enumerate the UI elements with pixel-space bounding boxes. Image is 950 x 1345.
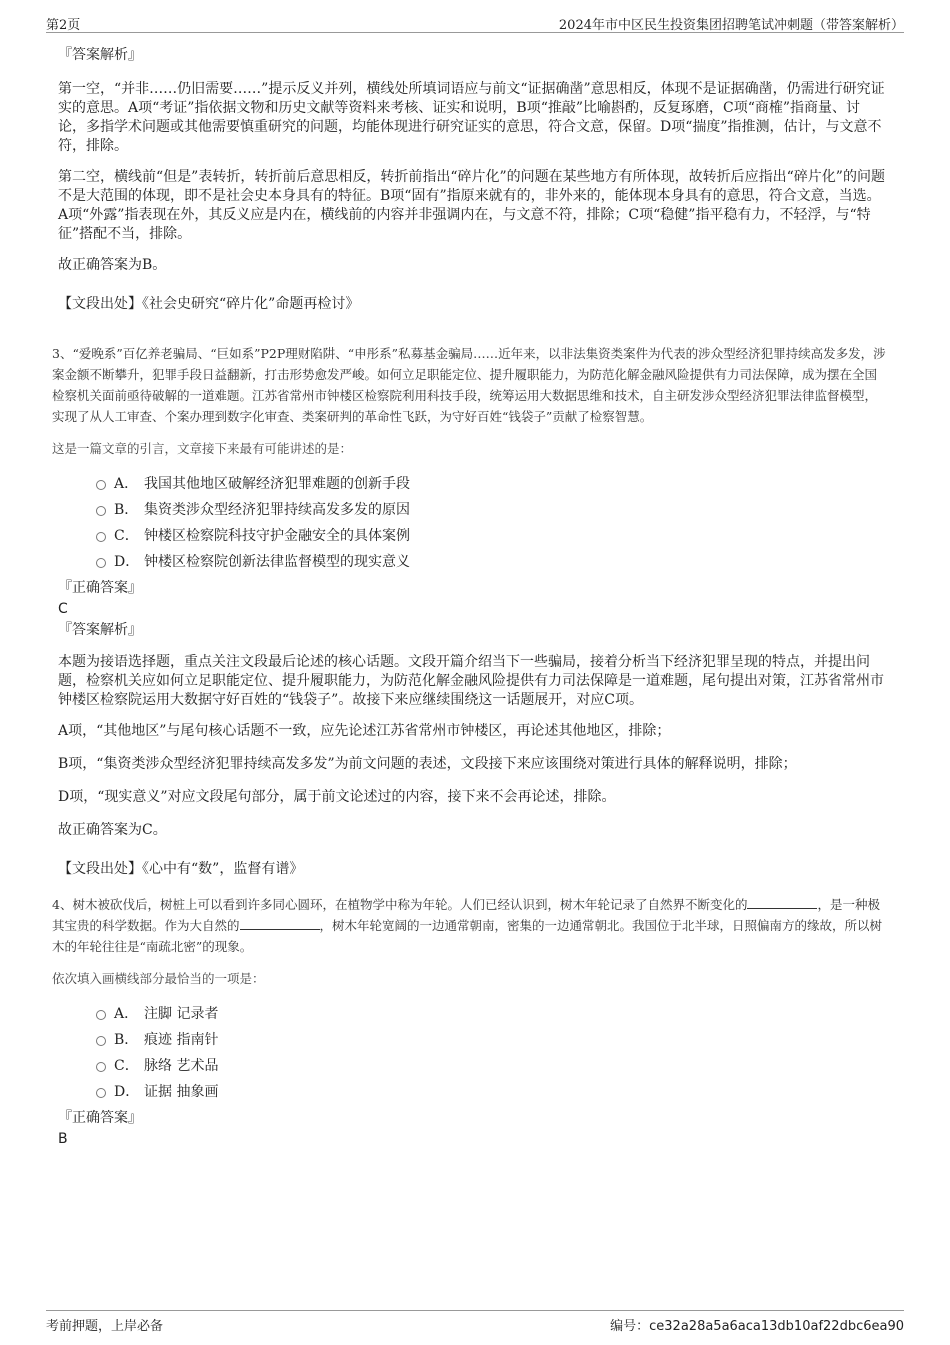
radio-icon[interactable]	[96, 558, 106, 568]
radio-icon[interactable]	[96, 1062, 106, 1072]
analysis-paragraph: 本题为接语选择题，重点关注文段最后论述的核心话题。文段开篇介绍当下一些骗局，接着分析当下经济犯罪呈现的特点，并提出问题，检察机关应如何立足职能定位、提升履职能力，为防范化解金融风险提供有力司法保障是一道难题，尾句提出对策，江苏省常州市钟楼区检察院运用大数据守好百姓的“钱袋子”。故接下来应继续围绕这一话题展开，对应C项。	[58, 654, 884, 708]
analysis-label: 『答案解析』	[58, 622, 142, 638]
document-title: 2024年市中区民生投资集团招聘笔试冲刺题（带答案解析）	[558, 18, 904, 33]
option-b[interactable]: B． 痕迹 指南针	[96, 1027, 886, 1053]
fill-blank-1	[747, 896, 817, 909]
option-c[interactable]: C． 脉络 艺术品	[96, 1053, 886, 1079]
answer-value: C	[58, 601, 68, 617]
footer-slogan: 考前押题，上岸必备	[46, 1319, 164, 1334]
analysis-paragraph: 第一空，“并非……仍旧需要……”提示反义并列，横线处所填词语应与前文“证据确凿”意思相反，体现不是证据确凿，仍需进行研究证实的意思。A项“考证”指依据文物和历史文献等资料来考核、证实和说明，B项“推敲”比喻斟酌，反复琢磨，C项“商榷”指商量、讨论，多指学术问题或其他需要慎重研究的问题，均能体现进行研究证实的意思，符合文意，保留。D项“揣度”指推测，估计，与文意不符，排除。	[58, 81, 885, 154]
page-footer	[46, 1310, 904, 1335]
question-3-prompt: 这是一篇文章的引言，文章接下来最有可能讲述的是：	[52, 441, 353, 456]
option-b[interactable]: B． 集资类涉众型经济犯罪持续高发多发的原因	[96, 497, 886, 523]
radio-icon[interactable]	[96, 480, 106, 490]
analysis-paragraph: D项，“现实意义”对应文段尾句部分，属于前文论述过的内容，接下来不会再论述，排除。	[58, 789, 616, 805]
question-4-prompt: 依次填入画横线部分最恰当的一项是：	[52, 971, 265, 986]
analysis-paragraph: B项，“集资类涉众型经济犯罪持续高发多发”为前文问题的表述，文段接下来应该围绕对策进行具体的解释说明，排除；	[58, 756, 797, 772]
option-d[interactable]: D． 证据 抽象画	[96, 1079, 886, 1105]
question-4-stem: 4、树木被砍伐后，树桩上可以看到许多同心圆环，在植物学中称为年轮。人们已经认识到，树木年轮记录了自然界不断变化的 ，是一种极其宝贵的科学数据。作为大自然的 ，树木年轮宽阔的一边通常朝南，密集的一边通常朝北。我国位于北半球，日照偏南方的缘故，所以树木的年轮往往是“南疏北密”的现象。	[52, 897, 883, 954]
passage-source: 【文段出处】《社会史研究“碎片化”命题再检讨》	[58, 296, 360, 312]
radio-icon[interactable]	[96, 506, 106, 516]
radio-icon[interactable]	[96, 532, 106, 542]
radio-icon[interactable]	[96, 1088, 106, 1098]
question-4-options	[96, 1001, 886, 1105]
question-4-answer	[58, 1107, 886, 1149]
option-d[interactable]: D． 钟楼区检察院创新法律监督模型的现实意义	[96, 549, 886, 575]
question-3-stem: 3、“爱晚系”百亿养老骗局、“巨如系”P2P理财陷阱、“申彤系”私募基金骗局……近年来，以非法集资类案件为代表的涉众型经济犯罪持续高发多发，涉案金额不断攀升，犯罪手段日益翻新，打击形势愈发严峻。如何立足职能定位、提升履职能力，为防范化解金融风险提供有力司法保障，成为摆在全国检察机关面前亟待破解的一道难题。江苏省常州市钟楼区检察院利用科技手段，统筹运用大数据思维和技术，自主研发涉众型经济犯罪法律监督模型，实现了从人工审查、个案办理到数字化审查、类案研判的革命性飞跃，为守好百姓“钱袋子”贡献了检察智慧。	[52, 346, 886, 424]
page-content	[52, 44, 886, 1149]
document-code: 编号：ce32a28a5a6aca13db10af22dbc6ea90	[610, 1319, 904, 1334]
page-header	[46, 12, 904, 33]
question-3-answer	[58, 577, 886, 641]
page-number: 第2页	[46, 18, 81, 33]
answer-label: 『正确答案』	[58, 1110, 142, 1126]
answer-label: 『正确答案』	[58, 580, 142, 596]
analysis-paragraph: A项，“其他地区”与尾句核心话题不一致，应先论述江苏省常州市钟楼区，再论述其他地区，排除；	[58, 723, 671, 739]
fill-blank-2	[240, 917, 320, 930]
option-a[interactable]: A． 我国其他地区破解经济犯罪难题的创新手段	[96, 471, 886, 497]
analysis-paragraph: 第二空，横线前“但是”表转折，转折前后意思相反，转折前指出“碎片化”的问题在某些地方有所体现，故转折后应指出“碎片化”的问题不是大范围的体现，即不是社会史本身具有的特征。B项“固有”指原来就有的，非外来的，能体现本身具有的意思，符合文意，当选。A项“外露”指表现在外，其反义应是内在，横线前的内容并非强调内在，与文意不符，排除；C项“稳健”指平稳有力，不轻浮，与“特征”搭配不当，排除。	[58, 169, 885, 242]
analysis-conclusion: 故正确答案为B。	[58, 257, 167, 273]
question-3-options	[96, 471, 886, 575]
radio-icon[interactable]	[96, 1010, 106, 1020]
analysis-conclusion: 故正确答案为C。	[58, 822, 167, 838]
passage-source: 【文段出处】《心中有“数”，监督有谱》	[58, 861, 304, 877]
option-c[interactable]: C． 钟楼区检察院科技守护金融安全的具体案例	[96, 523, 886, 549]
option-a[interactable]: A． 注脚 记录者	[96, 1001, 886, 1027]
analysis-label: 『答案解析』	[58, 47, 142, 63]
radio-icon[interactable]	[96, 1036, 106, 1046]
answer-value: B	[58, 1131, 68, 1147]
